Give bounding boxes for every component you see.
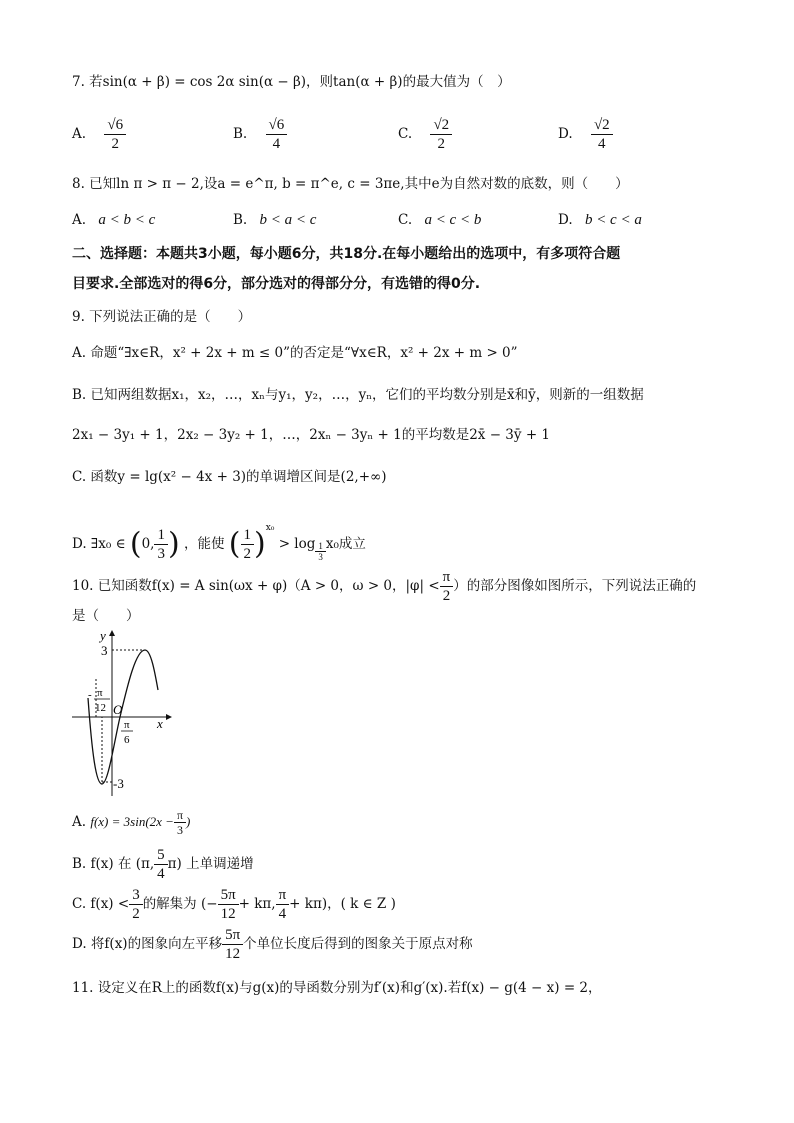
denominator: 2 bbox=[243, 546, 251, 562]
denominator: 12 bbox=[220, 906, 236, 922]
numerator: 3 bbox=[129, 886, 143, 905]
fraction bbox=[104, 116, 126, 153]
q10-stem bbox=[72, 568, 696, 605]
q10-option-d bbox=[72, 926, 473, 963]
text: + kπ)，( k ∈ Z ) bbox=[289, 896, 396, 912]
q9-option-c: C. 函数y = lg(x² − 4x + 3)的单调增区间是(2,+∞) bbox=[72, 469, 387, 485]
text: + kπ, bbox=[238, 896, 276, 912]
text: 的解集为 (− bbox=[142, 896, 218, 912]
tick-left-sign: - bbox=[88, 689, 92, 701]
q7-stem: 7. 若sin(α + β) = cos 2α sin(α − β)，则tan(α + β)的最大值为（ ） bbox=[72, 74, 511, 90]
option-value: b < c < a bbox=[584, 212, 642, 228]
option-label: C. bbox=[398, 212, 413, 228]
fraction bbox=[430, 116, 452, 153]
text: D. 将f(x)的图象向左平移 bbox=[72, 936, 223, 952]
option-label: C. bbox=[398, 126, 413, 142]
y-axis-label: y bbox=[100, 628, 106, 643]
text: A. bbox=[72, 814, 87, 830]
option-label: D. bbox=[558, 212, 573, 228]
tick-left-num: π bbox=[97, 687, 103, 699]
numerator: 1 bbox=[241, 526, 255, 545]
fraction bbox=[276, 886, 290, 923]
text: > log bbox=[278, 536, 316, 552]
numerator: 1 bbox=[315, 541, 326, 552]
text: ，能使 bbox=[183, 536, 225, 552]
q9-option-d bbox=[72, 508, 366, 565]
denominator: 12 bbox=[225, 946, 241, 962]
text: f(x) = 3sin(2x − bbox=[90, 814, 174, 829]
paren: ( bbox=[228, 526, 241, 562]
q10-stem-cont: 是（ ） bbox=[72, 608, 140, 624]
denominator: 3 bbox=[176, 823, 183, 837]
q8-option-b bbox=[233, 212, 316, 229]
fraction bbox=[241, 526, 255, 563]
origin-label: O bbox=[113, 702, 123, 717]
x-axis-label: x bbox=[157, 716, 163, 731]
q7-option-b bbox=[233, 116, 287, 153]
exponent: x₀ bbox=[265, 523, 275, 533]
text: 10. 已知函数f(x) = A sin(ωx + φ)（A > 0，ω > 0，|φ| < bbox=[72, 578, 440, 594]
denominator: 2 bbox=[442, 588, 451, 604]
section-heading-cont: 目要求.全部选对的得6分，部分选对的得部分分，有选错的得0分. bbox=[72, 276, 481, 292]
denominator: 4 bbox=[157, 866, 165, 882]
q9-option-b: B. 已知两组数据x₁，x₂，…，xₙ与y₁，y₂，…，yₙ，它们的平均数分别是x̄和ȳ，则新的一组数据 bbox=[72, 387, 644, 403]
option-label: A. bbox=[72, 126, 87, 142]
tick-right-num: π bbox=[124, 719, 130, 731]
fraction bbox=[440, 568, 454, 605]
q8-option-d bbox=[558, 212, 642, 229]
numerator: √2 bbox=[591, 116, 613, 135]
text: 0, bbox=[141, 536, 155, 552]
fraction bbox=[218, 886, 239, 923]
y-min-label: -3 bbox=[113, 776, 124, 791]
fraction bbox=[266, 116, 288, 153]
q8-option-a bbox=[72, 212, 155, 229]
y-max-label: 3 bbox=[101, 643, 108, 658]
q7-option-d bbox=[558, 116, 613, 153]
q10-option-c bbox=[72, 886, 396, 923]
q7-option-c bbox=[398, 116, 452, 153]
denominator: 2 bbox=[132, 906, 140, 922]
fraction bbox=[315, 541, 326, 562]
q9-stem: 9. 下列说法正确的是（ ） bbox=[72, 309, 252, 325]
denominator: 3 bbox=[157, 546, 165, 562]
paren: ) bbox=[254, 526, 266, 562]
option-value: b < a < c bbox=[259, 212, 317, 228]
q11-stem: 11. 设定义在R上的函数f(x)与g(x)的导函数分别为f′(x)和g′(x).若f(x) − g(4 − x) = 2， bbox=[72, 980, 602, 996]
numerator: π bbox=[440, 568, 454, 587]
paren: ) bbox=[167, 526, 180, 562]
y-axis-arrow bbox=[109, 630, 115, 636]
numerator: π bbox=[174, 808, 186, 823]
text: 个单位长度后得到的图象关于原点对称 bbox=[243, 936, 473, 952]
numerator: π bbox=[276, 886, 290, 905]
text: D. ∃x₀ ∈ bbox=[72, 536, 126, 552]
numerator: 5π bbox=[222, 926, 243, 945]
sine-graph bbox=[66, 628, 176, 798]
denominator: 4 bbox=[272, 136, 281, 152]
option-value: a < b < c bbox=[98, 212, 156, 228]
option-value: a < c < b bbox=[424, 212, 482, 228]
q7-option-a bbox=[72, 116, 126, 153]
fraction bbox=[154, 846, 168, 883]
text: π) 上单调递增 bbox=[167, 856, 254, 872]
q10-option-b bbox=[72, 846, 254, 883]
numerator: √2 bbox=[430, 116, 452, 135]
denominator: 4 bbox=[278, 906, 287, 922]
numerator: √6 bbox=[266, 116, 288, 135]
numerator: √6 bbox=[104, 116, 126, 135]
q10-option-a bbox=[72, 805, 190, 839]
q9-option-a: A. 命题“∃x∈R，x² + 2x + m ≤ 0”的否定是“∀x∈R，x² + 2x + m > 0” bbox=[72, 345, 518, 361]
denominator: 4 bbox=[598, 136, 606, 152]
section-heading: 二、选择题：本题共3小题，每小题6分，共18分.在每小题给出的选项中，有多项符合题 bbox=[72, 246, 621, 262]
x-axis-arrow bbox=[166, 714, 172, 720]
denominator: 2 bbox=[437, 136, 446, 152]
fraction bbox=[591, 116, 613, 153]
fraction bbox=[129, 886, 143, 923]
fraction bbox=[174, 808, 186, 837]
tick-right-den: 6 bbox=[124, 734, 130, 746]
text: ）的部分图像如图所示，下列说法正确的 bbox=[453, 578, 697, 594]
numerator: 1 bbox=[154, 526, 168, 545]
denominator: 3 bbox=[318, 552, 323, 562]
tick-left-den: 12 bbox=[95, 702, 106, 714]
denominator: 2 bbox=[111, 136, 119, 152]
text: B. f(x) 在 (π, bbox=[72, 856, 155, 872]
fraction bbox=[222, 926, 243, 963]
text: ) bbox=[186, 814, 191, 829]
paren: ( bbox=[129, 526, 142, 562]
q8-option-c bbox=[398, 212, 481, 229]
numerator: 5 bbox=[154, 846, 168, 865]
text: C. f(x) < bbox=[72, 896, 130, 912]
option-label: B. bbox=[233, 126, 248, 142]
q9-option-b-cont: 2x₁ − 3y₁ + 1，2x₂ − 3y₂ + 1，…，2xₙ − 3yₙ + 1的平均数是2x̄ − 3ȳ + 1 bbox=[72, 427, 551, 443]
q8-stem: 8. 已知ln π > π − 2,设a = e^π, b = π^e, c = 3πe,其中e为自然对数的底数，则（ ） bbox=[72, 176, 629, 192]
option-label: B. bbox=[233, 212, 248, 228]
fraction bbox=[154, 526, 168, 563]
option-label: D. bbox=[558, 126, 573, 142]
text: x₀成立 bbox=[325, 536, 366, 552]
option-label: A. bbox=[72, 212, 87, 228]
numerator: 5π bbox=[218, 886, 239, 905]
